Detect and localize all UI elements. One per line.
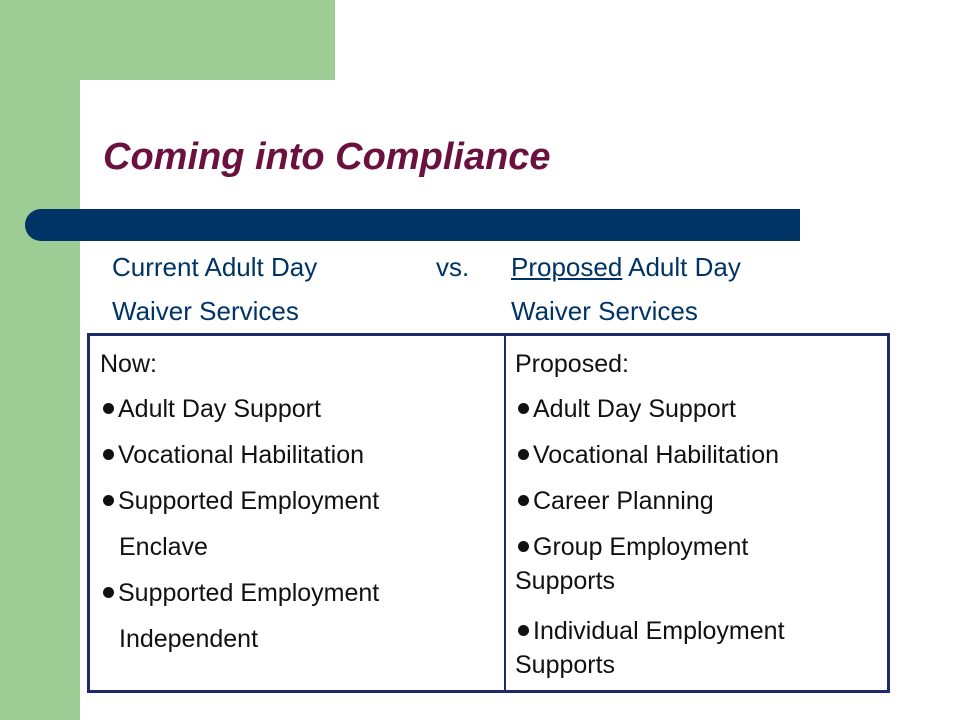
bullet-icon [103, 403, 114, 414]
list-item-continuation: Supports [515, 567, 616, 595]
green-sidebar [0, 0, 80, 720]
now-heading: Now: [100, 350, 157, 378]
list-item: Vocational Habilitation [518, 440, 779, 470]
list-item: Group Employment [518, 532, 748, 562]
header-current-line2: Waiver Services [112, 296, 299, 326]
header-proposed-line1 [511, 252, 741, 282]
proposed-heading: Proposed: [515, 350, 629, 378]
slide-title: Coming into Compliance [103, 136, 551, 178]
list-item-continuation: Supports [515, 651, 616, 679]
list-item: Supported Employment [103, 486, 379, 516]
header-proposed-line2: Waiver Services [511, 296, 698, 326]
now-column [90, 336, 506, 690]
list-item-continuation: Independent [119, 625, 259, 653]
list-item-continuation: Enclave [119, 533, 208, 561]
bullet-icon [103, 449, 114, 460]
header-proposed-word: Proposed [511, 252, 623, 282]
bullet-icon [518, 541, 529, 552]
bullet-icon [518, 625, 529, 636]
title-underline-bar [25, 209, 800, 241]
bullet-icon [518, 495, 529, 506]
green-top-band [0, 0, 335, 80]
list-item: Career Planning [518, 486, 714, 516]
list-item: Vocational Habilitation [103, 440, 364, 470]
header-vs: vs. [436, 252, 470, 282]
bullet-icon [103, 495, 114, 506]
list-item: Individual Employment [518, 616, 785, 646]
list-item: Adult Day Support [518, 394, 736, 424]
header-proposed-rest: Adult Day [628, 252, 741, 282]
bullet-icon [103, 587, 114, 598]
proposed-column [506, 336, 887, 690]
list-item: Supported Employment [103, 578, 379, 608]
header-current-line1: Current Adult Day [112, 252, 318, 282]
list-item: Adult Day Support [103, 394, 321, 424]
bullet-icon [518, 449, 529, 460]
comparison-table [87, 333, 890, 693]
bullet-icon [518, 403, 529, 414]
